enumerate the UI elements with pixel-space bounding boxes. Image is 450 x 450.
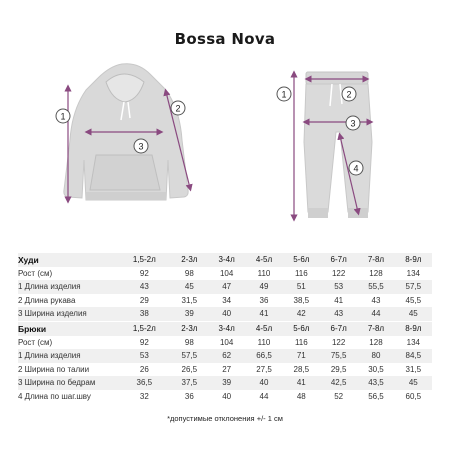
table-cell: 53	[320, 280, 357, 294]
table-cell: 122	[331, 337, 346, 347]
table-cell: 41	[334, 295, 344, 305]
table-cell: 43,5	[357, 376, 394, 390]
table-cell: 49	[245, 280, 282, 294]
size-header: 8-9л	[395, 322, 432, 336]
marker-circle	[170, 100, 186, 116]
table-cell: 37,5	[171, 376, 208, 390]
table-cell: 45,5	[405, 295, 422, 305]
row-label: 3 Ширина изделия	[18, 307, 118, 321]
table-cell: 39	[171, 307, 208, 321]
table-cell: 27	[222, 364, 232, 374]
table-cell: 43	[371, 295, 381, 305]
table-cell: 116	[294, 337, 308, 347]
table-cell: 128	[369, 268, 383, 278]
hoodie-size-table	[18, 253, 432, 321]
marker-circle	[276, 86, 292, 102]
pants-size-table	[18, 322, 432, 403]
hoodie-illustration	[48, 60, 198, 230]
table-row	[18, 307, 432, 321]
table-cell: 47	[208, 280, 245, 294]
table-row	[18, 349, 432, 363]
table-cell: 104	[219, 337, 234, 347]
marker-label: 1	[60, 111, 66, 122]
table-cell: 51	[283, 280, 320, 294]
table-cell: 40	[245, 376, 282, 390]
table-cell: 40	[222, 391, 232, 401]
marker-label: 3	[350, 118, 356, 129]
table-cell: 128	[369, 337, 383, 347]
brand-title: Bossa Nova	[174, 30, 276, 48]
table-cell: 43	[118, 280, 171, 294]
row-label: 1 Длина изделия	[18, 349, 118, 363]
table-cell: 98	[184, 337, 194, 347]
table-cell: 134	[406, 337, 420, 347]
table-cell: 110	[257, 268, 271, 278]
table-cell: 31,5	[181, 295, 198, 305]
table-cell: 57,5	[171, 349, 208, 363]
table-cell: 45	[395, 376, 432, 390]
table-cell: 55,5	[357, 280, 394, 294]
table-cell: 66,5	[245, 349, 282, 363]
table-cell: 56,5	[368, 391, 384, 401]
table-row	[18, 376, 432, 390]
table-cell: 36,5	[118, 376, 171, 390]
row-label: 1 Длина изделия	[18, 280, 118, 294]
size-header: 1,5-2л	[118, 253, 171, 267]
table-row	[18, 363, 432, 377]
table-cell: 38,5	[293, 295, 310, 305]
table-cell: 42	[283, 307, 320, 321]
size-header: 1,5-2л	[118, 322, 171, 336]
marker-circle	[55, 108, 71, 124]
size-header: 4-5л	[245, 322, 282, 336]
size-header: 2-3л	[171, 253, 208, 267]
size-header: 7-8л	[357, 253, 394, 267]
marker-circle	[133, 138, 149, 154]
marker-circle	[348, 160, 364, 176]
row-label: 3 Ширина по бедрам	[18, 376, 118, 390]
size-header: 3-4л	[208, 322, 245, 336]
table-cell: 62	[208, 349, 245, 363]
size-header: 3-4л	[208, 253, 245, 267]
table-cell: 38	[118, 307, 171, 321]
table-cell: 92	[139, 268, 149, 278]
size-header: 4-5л	[245, 253, 282, 267]
table-cell: 45	[395, 307, 432, 321]
table-cell: 57,5	[395, 280, 432, 294]
size-header: 5-6л	[283, 253, 320, 267]
table-cell: 32	[139, 391, 149, 401]
table-cell: 48	[296, 391, 306, 401]
marker-label: 3	[138, 141, 144, 152]
size-header: 6-7л	[320, 253, 357, 267]
table-cell: 29,5	[330, 364, 347, 374]
marker-circle	[345, 115, 361, 131]
table-row	[18, 390, 432, 404]
marker-label: 2	[175, 103, 181, 114]
table-header-row	[18, 322, 432, 336]
table-cell: 116	[294, 268, 308, 278]
tolerance-footnote: *допустимые отклонения +/- 1 см	[167, 414, 283, 423]
table-cell: 71	[283, 349, 320, 363]
size-header: 2-3л	[171, 322, 208, 336]
table-cell: 104	[219, 268, 234, 278]
table-cell: 122	[331, 268, 346, 278]
table-cell: 30,5	[368, 364, 384, 374]
table-cell: 31,5	[405, 364, 422, 374]
table-cell: 84,5	[395, 349, 432, 363]
table-cell: 41	[245, 307, 282, 321]
table-cell: 27,5	[256, 364, 272, 374]
table-cell: 44	[357, 307, 394, 321]
marker-label: 2	[346, 89, 352, 100]
table-cell: 41	[283, 376, 320, 390]
table-title: Худи	[18, 253, 118, 267]
table-cell: 60,5	[405, 391, 422, 401]
table-row	[18, 267, 432, 281]
size-header: 6-7л	[320, 322, 357, 336]
table-cell: 26	[139, 364, 149, 374]
row-label: 2 Длина рукава	[18, 295, 76, 305]
table-cell: 43	[320, 307, 357, 321]
table-cell: 28,5	[293, 364, 310, 374]
table-row	[18, 280, 432, 294]
table-cell: 26,5	[181, 364, 198, 374]
size-header: 7-8л	[357, 322, 394, 336]
marker-circle	[341, 86, 357, 102]
size-header: 5-6л	[283, 322, 320, 336]
table-cell: 52	[334, 391, 344, 401]
row-label: Рост (см)	[18, 337, 53, 347]
table-header-row	[18, 253, 432, 267]
table-cell: 39	[208, 376, 245, 390]
pants-illustration	[278, 62, 378, 232]
table-cell: 45	[171, 280, 208, 294]
table-cell: 44	[259, 391, 269, 401]
table-cell: 98	[184, 268, 194, 278]
table-cell: 53	[118, 349, 171, 363]
table-cell: 42,5	[320, 376, 357, 390]
table-cell: 29	[139, 295, 149, 305]
marker-label: 4	[353, 163, 359, 174]
table-title: Брюки	[18, 322, 118, 336]
table-cell: 134	[406, 268, 420, 278]
size-header: 8-9л	[395, 253, 432, 267]
table-row	[18, 294, 432, 308]
row-label: 4 Длина по шаг.шву	[18, 391, 91, 401]
table-cell: 40	[208, 307, 245, 321]
table-cell: 36	[259, 295, 269, 305]
row-label: Рост (см)	[18, 268, 53, 278]
table-row	[18, 336, 432, 350]
row-label: 2 Ширина по талии	[18, 364, 90, 374]
table-cell: 36	[184, 391, 194, 401]
table-cell: 34	[222, 295, 232, 305]
table-cell: 75,5	[320, 349, 357, 363]
table-cell: 110	[257, 337, 271, 347]
table-cell: 92	[139, 337, 149, 347]
table-cell: 80	[357, 349, 394, 363]
marker-label: 1	[281, 89, 287, 100]
